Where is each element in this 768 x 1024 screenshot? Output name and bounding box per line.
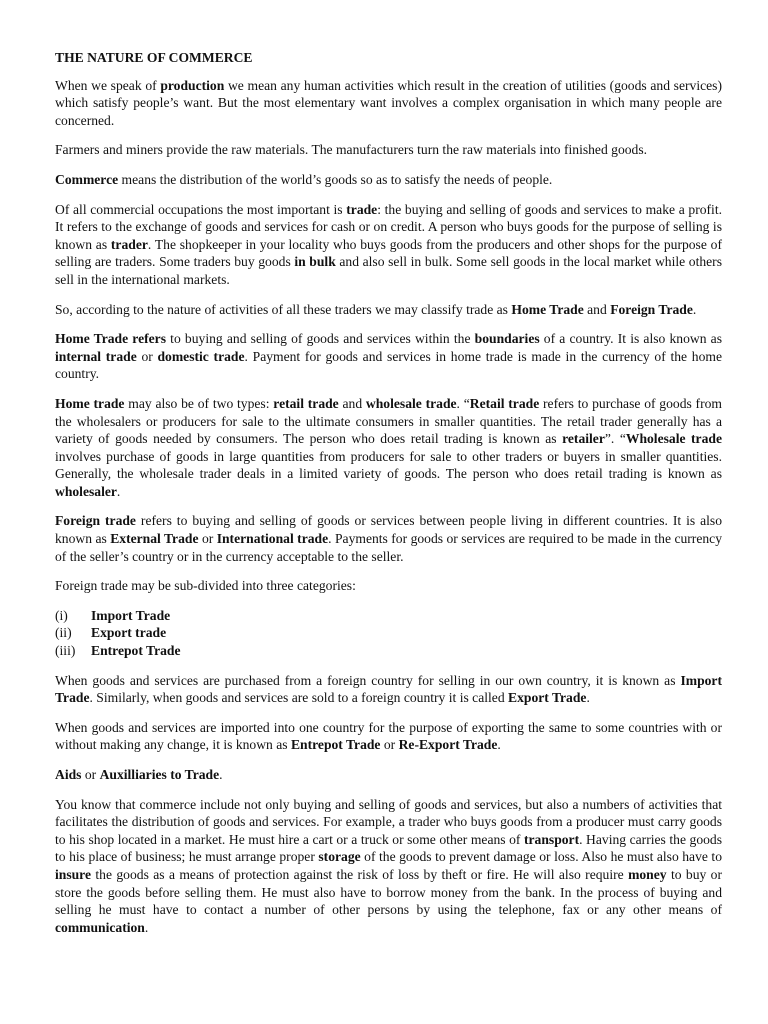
text-run: means the distribution of the world’s goods so as to satisfy the needs of people. [118,171,553,187]
text-run: involves purchase of goods in large quantities from producers for sale to other traders or buyers in smaller quantities. Generally, the wholesale trader deals in a limited variety of goods. The person who does retail trading is known as [55,448,722,482]
text-run: So, according to the nature of activities of all these traders we may classify trade as [55,301,512,317]
paragraph [55,141,722,159]
text-run: . Having carries the goods to his place of business; he must arrange proper [55,831,722,865]
category-list [55,607,722,660]
bold-term: Foreign Trade [610,301,693,317]
text-run: or [198,531,217,547]
text-run: or [136,348,158,364]
text-run: : the buying and selling of goods and services to make a profit. It refers to the exchange of goods and services for cash or on credit. A person who buys goods for the purpose of selling is known as [55,201,722,252]
text-run: of a country. It is also known as [539,331,723,347]
text-run: the goods as a means of protection against the risk of loss by theft or fire. He will also require [91,866,629,882]
bold-term: boundaries [474,331,540,347]
list-label: Export trade [91,625,167,641]
bold-term: trader [110,236,148,252]
text-run: refers to purchase of goods from the wholesalers or producers for sale to the ultimate consumers in smaller quantities. The retail trader generally has a variety of goods needed by consumers. The person who does retail trading is known as [55,395,722,447]
bold-term: retailer [562,431,605,447]
list-label: Entrepot Trade [91,643,181,659]
bold-term: Entrepot Trade [290,737,381,753]
text-run: refers to buying and selling of goods or services between people living in different countries. It is also known as [55,513,723,547]
text-run: Farmers and miners provide the raw materials. The manufacturers turn the raw materials into finished goods. [55,142,648,158]
text-run: . [116,483,121,499]
list-item [55,642,722,660]
document-page [55,49,722,948]
bold-term: Re-Export Trade [398,737,498,753]
text-run: to buying and selling of goods and services within the [166,331,475,347]
text-run: When goods and services are imported into one country for the purpose of exporting the same to some countries with or without making any change, it is known as [55,719,722,753]
paragraph [55,719,722,754]
bold-term: in bulk [294,254,336,270]
bold-term: money [628,866,667,882]
bold-term: communication [55,919,145,935]
text-run: You know that commerce include not only buying and selling of goods and services, but also a numbers of activities that facilitates the distribution of goods and services. For example, a trader who buys goods from a producer must carry goods to his shop located in a market. He must hire a cart or a truck or some other means of [55,796,722,847]
list-number: (iii) [55,643,76,659]
bold-term: Auxilliaries to Trade [99,767,220,782]
text-run: Of all commercial occupations the most important is [55,201,347,217]
list-label: Import Trade [91,607,171,623]
body-text [55,77,722,595]
text-run: . [692,301,697,317]
body-text-continued [55,672,722,937]
text-run: or [380,737,399,753]
text-run: . [219,767,223,782]
bold-term: International trade [216,531,329,547]
bold-term: Home Trade [511,301,584,317]
paragraph [55,330,722,383]
paragraph [55,301,722,319]
page-title: THE NATURE OF COMMERCE [55,50,253,65]
text-run: and [338,395,366,411]
bold-term: Wholesale trade [625,431,722,447]
text-run: When goods and services are purchased from a foreign country for selling in our own country, it is known as [55,672,681,688]
bold-term: Export Trade [508,690,587,706]
text-run: . [586,690,590,706]
paragraph [55,577,722,595]
list-number: (i) [55,607,68,623]
bold-term: Home Trade refers [55,331,167,347]
paragraph [55,171,722,189]
text-run: When we speak of [55,77,161,93]
list-item [55,607,722,625]
text-run: . The shopkeeper in your locality who buys goods from the producers and other shops for the purpose of selling are traders. Some traders buy goods [55,236,722,270]
bold-term: trade [346,201,378,217]
text-run: . “ [456,395,470,411]
bold-term: Home trade [55,395,125,411]
bold-term: Retail trade [469,395,540,411]
text-run: Foreign trade may be sub-divided into three categories: [55,578,356,594]
paragraph [55,395,722,501]
bold-term: domestic trade [157,348,245,364]
bold-term: insure [55,866,92,882]
text-run: ”. “ [604,431,626,447]
bold-term: Aids [55,767,82,782]
paragraph [55,796,722,937]
bold-term: retail trade [273,395,339,411]
text-run: may also be of two types: [124,395,274,411]
text-run: . Similarly, when goods and services are sold to a foreign country it is called [89,690,509,706]
text-run: we mean any human activities which result in the creation of utilities (goods and services) which satisfy people’s want. But the most elementary want involves a complex organisation in which many people are concerned. [55,77,722,128]
bold-term: External Trade [110,531,199,547]
paragraph [55,77,722,130]
bold-term: internal trade [55,348,137,364]
bold-term: Import Trade [55,672,722,706]
bold-term: storage [318,849,361,865]
bold-term: Commerce [55,171,119,187]
paragraph [55,672,722,707]
text-run: . [497,737,501,753]
list-item [55,624,722,642]
text-run: . Payments for goods or services are required to be made in the currency of the seller’s country or in the currency acceptable to the seller. [55,531,722,564]
bold-term: production [160,77,225,93]
text-run: and [583,301,611,317]
bold-term: transport [523,831,580,847]
text-run: . [144,919,149,935]
text-run: to buy or store the goods before selling them. He must also have to borrow money from the bank. In the process of buying and selling he must have to contact a number of other persons by using the telephone, fax or any other means of [55,866,723,918]
text-run: or [81,767,100,782]
text-run: of the goods to prevent damage or loss. Also he must also have to [360,849,723,865]
bold-term: wholesaler [55,483,117,499]
bold-term: wholesale trade [365,395,457,411]
bold-term: Foreign trade [55,513,136,529]
paragraph [55,201,722,289]
paragraph [55,766,722,784]
text-run: and also sell in bulk. Some sell goods in the local market while others sell in the international markets. [55,254,722,287]
list-number: (ii) [55,625,72,641]
text-run: . Payment for goods and services in home trade is made in the currency of the home country. [55,348,722,382]
paragraph [55,512,722,565]
